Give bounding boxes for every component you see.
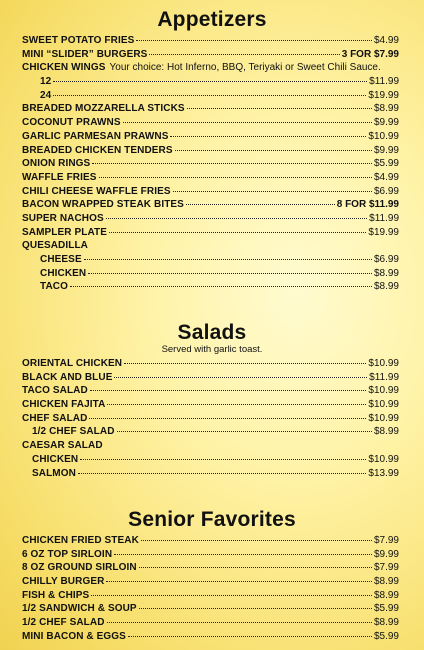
menu-item: 1/2 SANDWICH & SOUP $5.99: [22, 603, 399, 615]
menu-item: CHILLY BURGER $8.99: [22, 576, 399, 588]
menu-item: ORIENTAL CHICKEN $10.99: [22, 358, 399, 369]
menu-item: BLACK AND BLUE $11.99: [22, 371, 399, 383]
menu-item: CAESAR SALAD: [22, 440, 103, 452]
menu-item: 1/2 CHEF SALAD $8.99: [22, 617, 399, 629]
menu-item: ONION RINGS $5.99: [22, 158, 399, 170]
senior-favorites-section: [0, 508, 424, 645]
menu-item: 1/2 CHEF SALAD $8.99: [32, 426, 399, 438]
menu-item: WAFFLE FRIES $4.99: [22, 171, 399, 183]
senior-favorites-title: Senior Favorites: [128, 508, 296, 531]
menu-item: QUESADILLA: [22, 240, 88, 252]
menu-item: TACO SALAD $10.99: [22, 385, 399, 397]
menu-item: CHILI CHEESE WAFFLE FRIES $6.99: [22, 185, 399, 197]
menu-item: MINI “SLIDER” BURGERS 3 FOR $7.99: [22, 48, 399, 60]
menu-item: CHEF SALAD $10.99: [22, 412, 399, 424]
appetizers-title: Appetizers: [157, 8, 267, 31]
menu-item: 8 OZ GROUND SIRLOIN $7.99: [22, 562, 399, 574]
menu-item: SUPER NACHOS $11.99: [22, 212, 399, 224]
menu-item: CHICKEN FRIED STEAK $7.99: [22, 535, 399, 546]
appetizers-section: [0, 8, 424, 295]
menu-item: CHICKEN WINGS Your choice: Hot Inferno, BBQ, Teriyaki or Sweet Chili Sauce.: [22, 62, 381, 74]
menu-item: COCONUT PRAWNS $9.99: [22, 117, 399, 129]
menu-item: CHICKEN $8.99: [40, 267, 399, 279]
menu-item: 6 OZ TOP SIRLOIN $9.99: [22, 548, 399, 560]
menu-item: BREADED MOZZARELLA STICKS $8.99: [22, 103, 399, 115]
salads-section: [0, 321, 424, 481]
menu-item: FISH & CHIPS $8.99: [22, 589, 399, 601]
menu-item: SAMPLER PLATE $19.99: [22, 226, 399, 238]
menu-item: GARLIC PARMESAN PRAWNS $10.99: [22, 130, 399, 142]
menu-item: MINI BACON & EGGS $5.99: [22, 630, 399, 642]
menu-item: 24 $19.99: [40, 89, 399, 101]
menu-item: SWEET POTATO FRIES $4.99: [22, 35, 399, 46]
menu-item: 12 $11.99: [40, 76, 399, 88]
menu-item: CHEESE $6.99: [40, 254, 399, 265]
menu-item: SALMON $13.99: [32, 467, 399, 479]
menu-item: BREADED CHICKEN TENDERS $9.99: [22, 144, 399, 156]
menu-item: TACO $8.99: [40, 281, 399, 293]
salads-title: Salads: [177, 321, 247, 344]
menu-item: BACON WRAPPED STEAK BITES 8 FOR $11.99: [22, 199, 399, 211]
menu-item: CHICKEN $10.99: [32, 453, 399, 465]
menu-item: CHICKEN FAJITA $10.99: [22, 399, 399, 411]
salads-subtitle: Served with garlic toast.: [161, 344, 263, 355]
item-note: Your choice: Hot Inferno, BBQ, Teriyaki or Sweet Chili Sauce.: [109, 62, 381, 74]
